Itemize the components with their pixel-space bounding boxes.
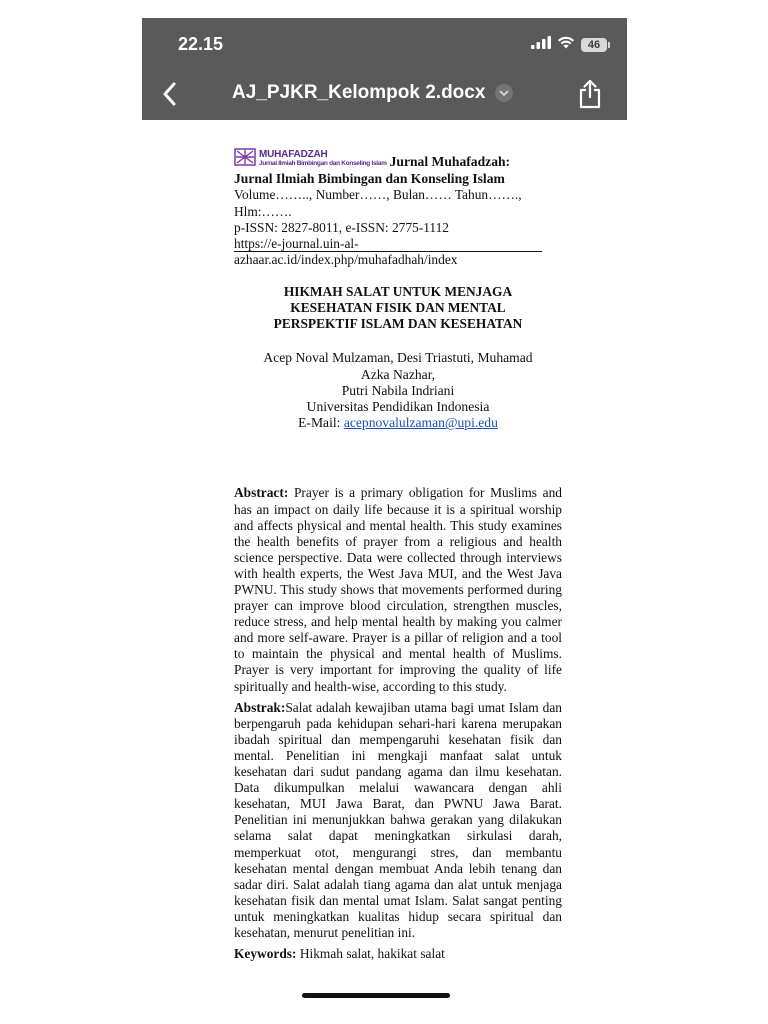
phone-screen: [142, 18, 627, 1024]
chevron-down-icon: [495, 84, 513, 102]
journal-url-continued[interactable]: azhaar.ac.id/index.php/muhafadhah/index: [234, 252, 458, 268]
issn-line: p-ISSN: 2827-8011, e-ISSN: 2775-1112: [234, 219, 449, 235]
authors-line: Azka Nazhar,: [360, 366, 436, 382]
title-line-2: KESEHATAN FISIK DAN MENTAL: [290, 300, 506, 316]
authors-block: [234, 350, 562, 431]
document-page: [234, 148, 562, 962]
keywords-text: Hikmah salat, hakikat salat: [296, 946, 445, 962]
share-icon: [578, 79, 602, 114]
abstrak-label: Abstrak:: [234, 699, 286, 715]
back-button[interactable]: [152, 78, 188, 114]
status-time: 22.15: [178, 34, 224, 54]
keywords-line: [234, 946, 562, 962]
logo-icon: [234, 148, 256, 170]
journal-logo-row: [234, 148, 562, 170]
top-bar: [142, 18, 627, 120]
journal-name: Jurnal Muhafadzah:: [389, 154, 511, 169]
pages-line: Hlm:…….: [234, 203, 292, 219]
logo-sub-text: Jurnal Ilmiah Bimbingan dan Konseling Islam: [259, 160, 387, 168]
home-indicator[interactable]: [302, 993, 450, 998]
abstract-english: [234, 485, 562, 694]
keywords-label: Keywords:: [234, 946, 297, 962]
authors-line: Putri Nabila Indriani: [341, 382, 455, 398]
title-line-3: PERSPEKTIF ISLAM DAN KESEHATAN: [273, 316, 523, 332]
chevron-left-icon: [163, 82, 177, 111]
email-link[interactable]: acepnovalulzaman@upi.edu: [343, 415, 498, 431]
battery-icon: 46: [581, 38, 607, 52]
affiliation: Universitas Pendidikan Indonesia: [306, 399, 490, 415]
abstrak-text: Salat adalah kewajiban utama bagi umat Islam dan berpengaruh pada kehidupan sehari-hari karena merupakan ibadah spiritual dan mempengaruhi kesehatan fisik dan mental. Penelitian ini mengkaji manfaat salat untuk kesehatan dari sudut pandang agama dan ilmu kesehatan. Data dikumpulkan melalui wawancara dengan ahli kesehatan, MUI Jawa Barat, dan PWNU Jawa Barat. Penelitian ini menunjukkan bahwa gerakan yang dilakukan selama salat dapat meningkatkan sirkulasi darah, memperkuat otot, mengurangi stres, dan membantu kesehatan mental dengan membuat Anda lebih tenang dan sadar diri. Salat adalah tiang agama dan alat untuk menjaga kesehatan fisik dan mental umat Islam. Salat sangat penting untuk meningkatkan kualitas hidup secara spiritual dan kesehatan, menurut penelitian ini.: [234, 699, 562, 940]
email-line: [234, 415, 562, 431]
status-icons: [531, 36, 607, 54]
share-button[interactable]: [575, 78, 605, 114]
title-line-1: HIKMAH SALAT UNTUK MENJAGA: [283, 284, 513, 300]
journal-url-link[interactable]: https://e-journal.uin-al-: [234, 236, 542, 252]
paper-title: [234, 284, 562, 332]
document-title-button[interactable]: [232, 82, 532, 104]
wifi-icon: [557, 36, 575, 54]
journal-logo: [234, 148, 387, 170]
email-label: E-Mail:: [298, 415, 344, 431]
signal-icon: [531, 36, 551, 54]
authors-line: Acep Noval Mulzaman, Desi Triastuti, Muhamad: [263, 350, 533, 366]
volume-line: Volume…….., Number……, Bulan…… Tahun…….,: [234, 187, 522, 203]
journal-subtitle: Jurnal Ilmiah Bimbingan dan Konseling Islam: [234, 171, 505, 187]
abstract-indonesian: [234, 700, 562, 941]
document-title: AJ_PJKR_Kelompok 2.docx: [232, 82, 486, 103]
abstract-label: Abstract:: [234, 485, 289, 501]
journal-header: [234, 148, 562, 268]
logo-main-text: MUHAFADZAH: [259, 149, 328, 161]
abstract-text: Prayer is a primary obligation for Muslims and has an impact on daily life because it is a spiritual worship and affects physical and mental health. This study examines the health benefits of prayer from a religious and health science perspective. Data were collected through interviews with health experts, the West Java MUI, and the West Java PWNU. This study shows that movements performed during prayer can improve blood circulation, strengthen muscles, reduce stress, and help mental health by making you calmer and more self-aware. Prayer is a pillar of religion and a tool to maintain the physical and mental health of Muslims. Prayer is very important for improving the quality of life spiritually and health-wise, according to this study.: [234, 485, 562, 694]
